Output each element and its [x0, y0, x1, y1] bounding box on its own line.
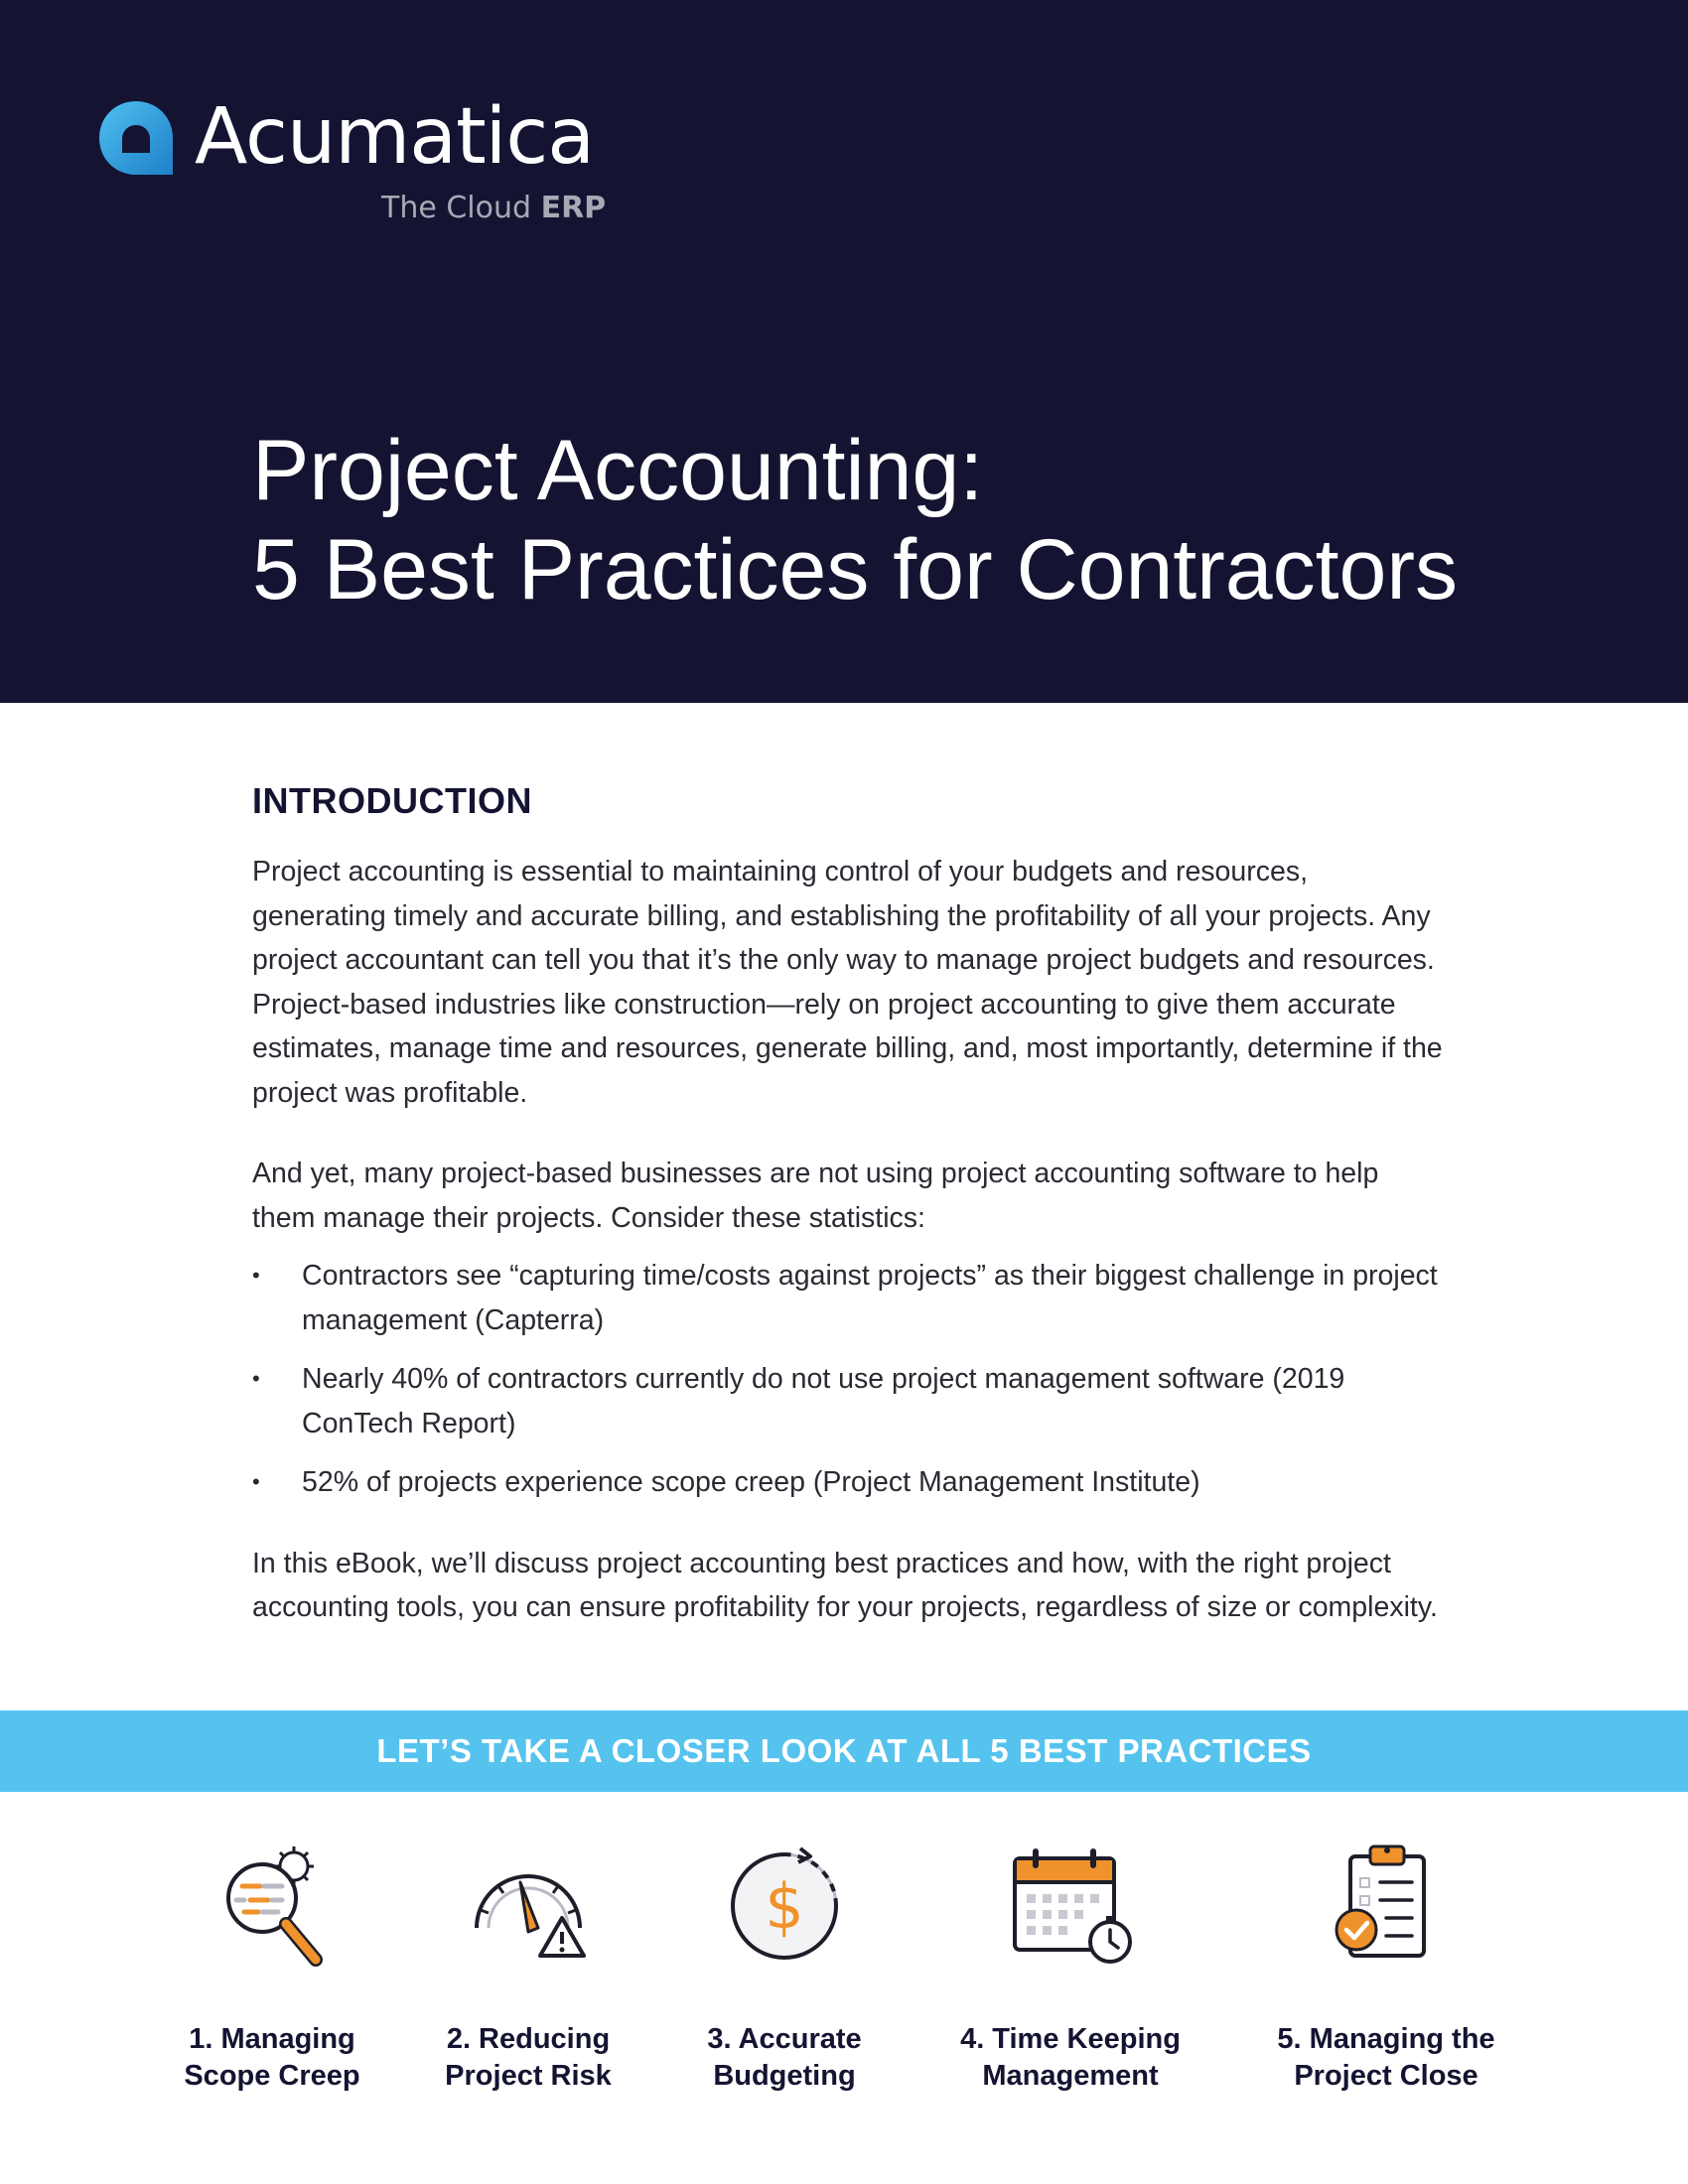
introduction-section	[252, 780, 1444, 1630]
practice-label	[941, 2021, 1199, 2095]
header-banner	[0, 0, 1688, 703]
practice-label	[143, 2021, 401, 2095]
statistics-list	[252, 1254, 1444, 1505]
practice-label	[655, 2021, 914, 2095]
practice-3	[655, 1837, 914, 2095]
list-item: • Contractors see “capturing time/costs against projects” as their biggest challenge in project management (Capterra)	[252, 1254, 1444, 1342]
practice-2	[399, 1837, 657, 2095]
magnifier-gear-icon	[203, 1837, 342, 1976]
practice-1	[143, 1837, 401, 2095]
practice-label-line-2: Project Close	[1294, 2060, 1478, 2092]
practice-label-line-1: 3. Accurate	[707, 2023, 862, 2055]
spacer	[252, 1115, 1444, 1152]
brand-name: Acumatica	[195, 92, 595, 182]
practice-4	[941, 1837, 1199, 2095]
intro-paragraph-2: And yet, many project-based businesses are not using project accounting software to help them manage their projects. Consider these statistics:	[252, 1158, 1379, 1234]
page-title	[252, 421, 1543, 619]
practice-label-line-1: 5. Managing the	[1277, 2023, 1495, 2055]
practice-label-line-1: 2. Reducing	[446, 2023, 611, 2055]
tagline-prefix: The Cloud	[381, 191, 532, 225]
clipboard-check-icon	[1317, 1837, 1456, 1976]
list-item: • Nearly 40% of contractors currently do not use project management software (2019 ConTech Report)	[252, 1357, 1444, 1445]
practice-label-line-2: Scope Creep	[184, 2060, 360, 2092]
title-line-1: Project Accounting:	[252, 423, 984, 518]
brand-tagline	[381, 191, 606, 225]
practice-label	[399, 2021, 657, 2095]
practice-label-line-1: 4. Time Keeping	[960, 2023, 1181, 2055]
acumatica-logo-mark-icon	[97, 99, 175, 177]
acumatica-logo	[97, 92, 653, 236]
spacer	[252, 1520, 1444, 1542]
title-line-2: 5 Best Practices for Contractors	[252, 522, 1458, 617]
intro-paragraph-1: Project accounting is essential to maintaining control of your budgets and resources, generating timely and accurate billing, and establishing the profitability of all your projects. Any project accountant can tell you that it’s the only way to manage project budgets and resources. Project-based industries like construction—rely on project accounting to give them accurate estimates, manage time and resources, generate billing, and, most importantly, determine if the project was profitable.	[252, 856, 1443, 1109]
practice-label-line-2: Management	[982, 2060, 1159, 2092]
practice-label-line-2: Project Risk	[445, 2060, 612, 2092]
dollar-cycle-icon	[715, 1837, 854, 1976]
practice-label-line-1: 1. Managing	[189, 2023, 355, 2055]
svg-text:$: $	[765, 1870, 804, 1943]
practice-label	[1257, 2021, 1515, 2095]
best-practices-banner	[0, 1710, 1688, 1792]
introduction-heading: INTRODUCTION	[252, 780, 532, 821]
practice-5	[1257, 1837, 1515, 2095]
intro-paragraph-3: In this eBook, we’ll discuss project accounting best practices and how, with the right project accounting tools, you can ensure profitability for your projects, regardless of size or complexity.	[252, 1547, 1438, 1623]
practice-label-line-2: Budgeting	[713, 2060, 856, 2092]
banner-text: LET’S TAKE A CLOSER LOOK AT ALL 5 BEST PRACTICES	[376, 1732, 1312, 1769]
list-item: • 52% of projects experience scope creep (Project Management Institute)	[252, 1460, 1444, 1505]
calendar-clock-icon	[1001, 1837, 1140, 1976]
gauge-warning-icon	[459, 1837, 598, 1976]
tagline-bold: ERP	[540, 191, 607, 225]
